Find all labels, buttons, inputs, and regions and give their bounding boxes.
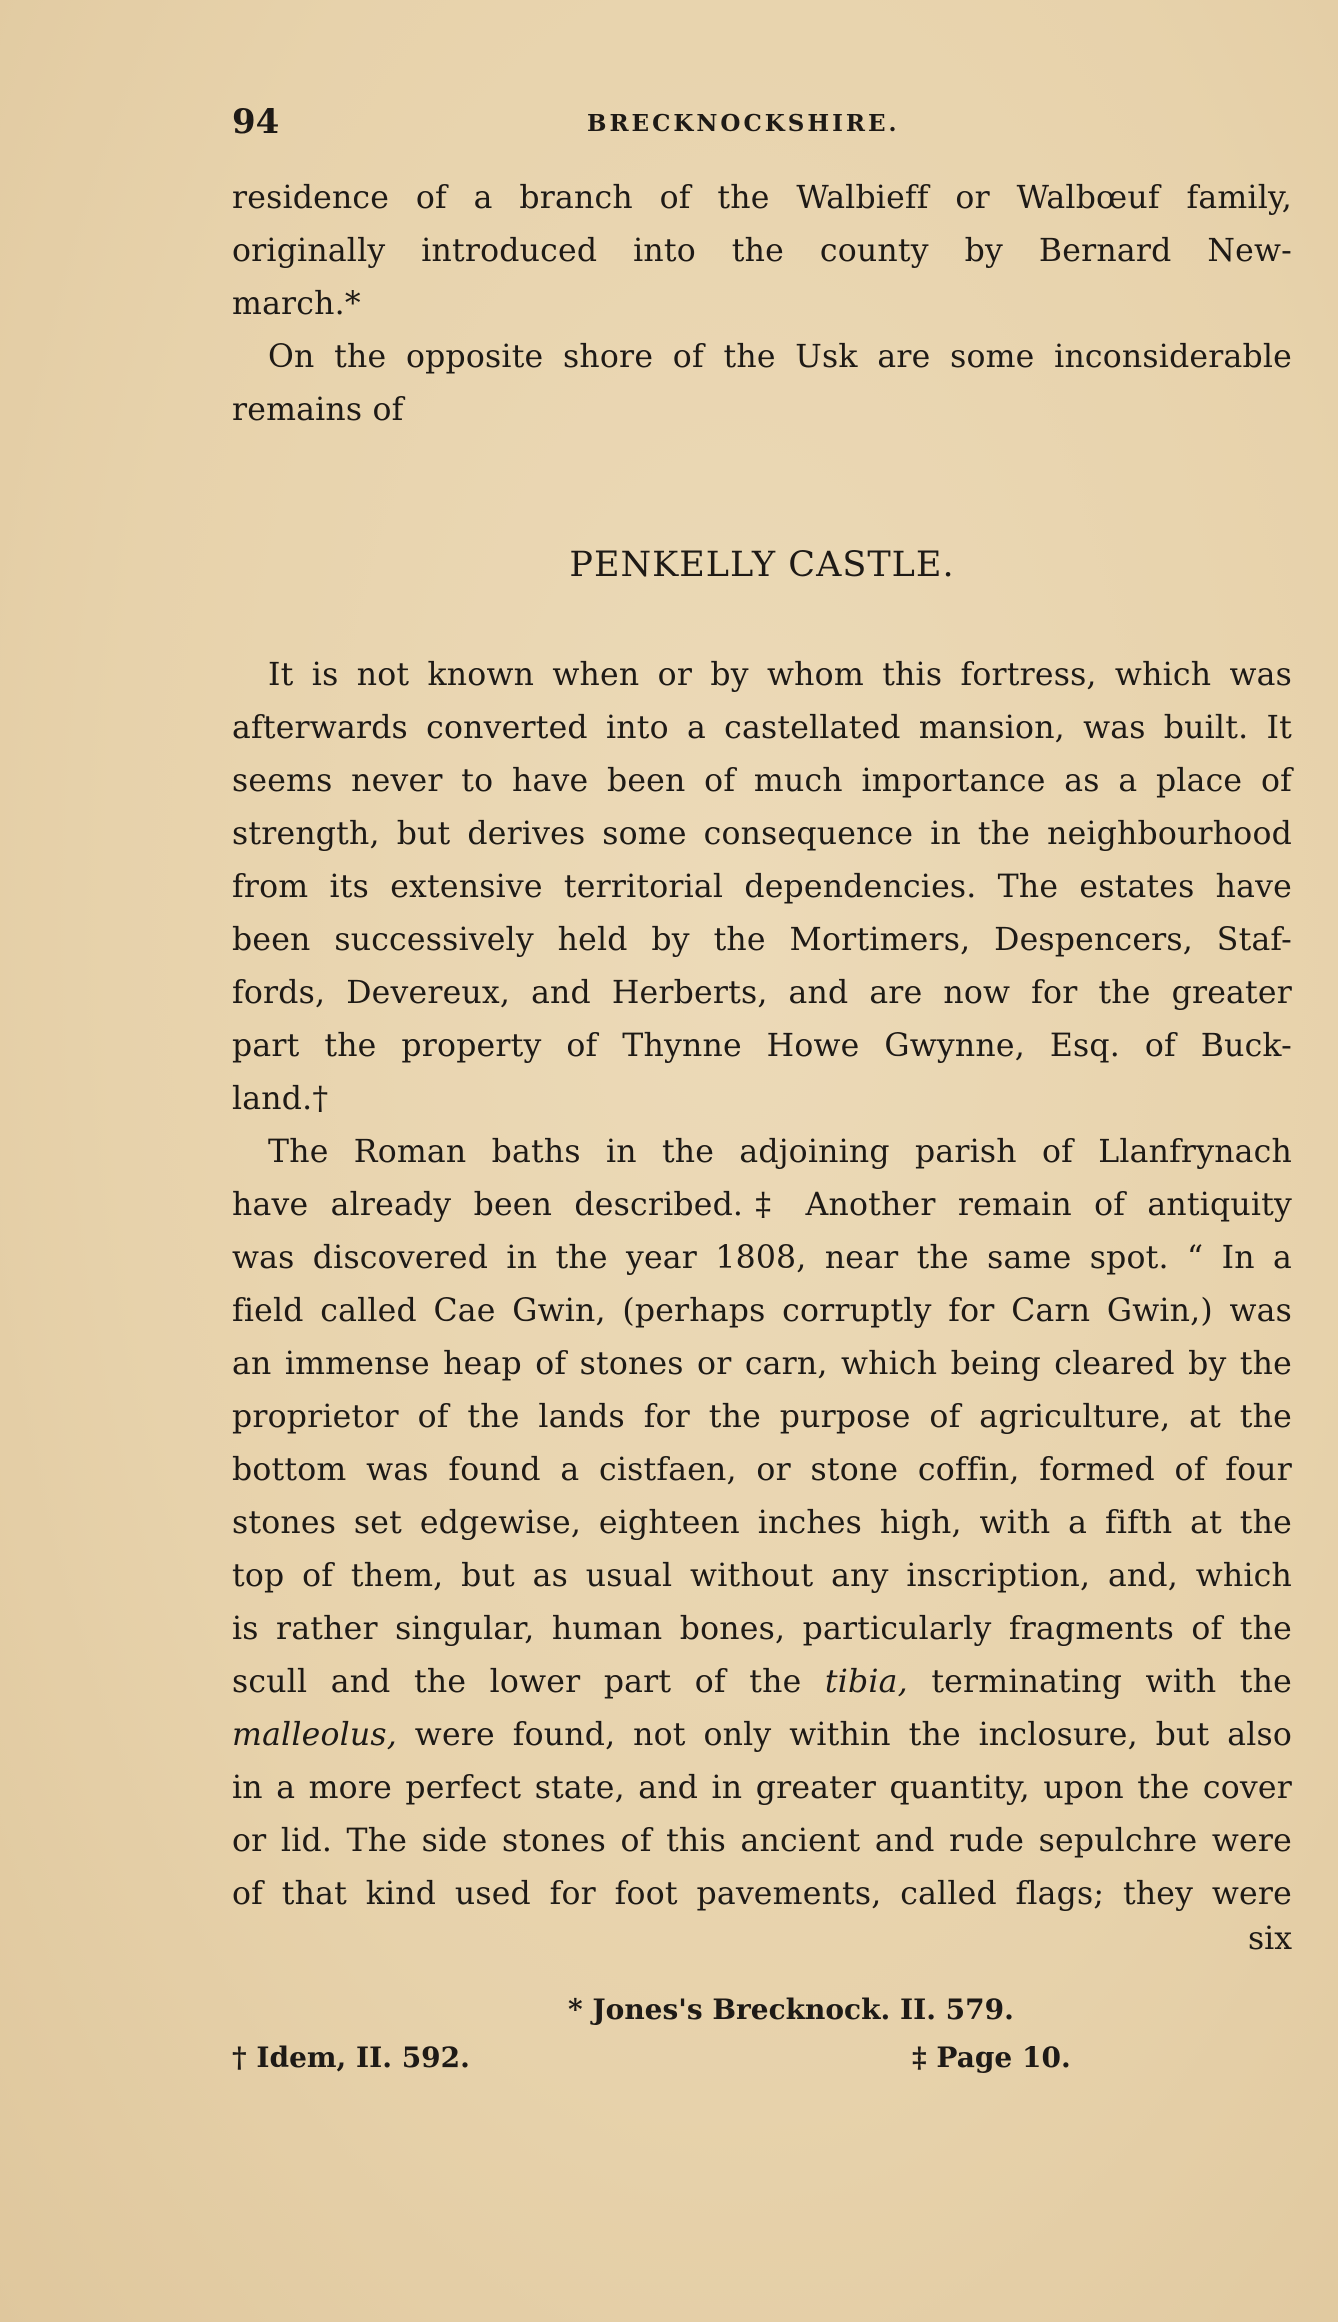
text-line: was discovered in the year 1808, near the same spot. “ In a — [232, 1240, 1292, 1276]
text-line: bottom was found a cistfaen, or stone coffin, formed of four — [232, 1452, 1292, 1488]
footnote-3: ‡ Page 10. — [912, 2041, 1071, 2074]
text-line: It is not known when or by whom this fortress, which was — [268, 657, 1292, 693]
catchword-row — [232, 1921, 1292, 1974]
text-line: originally introduced into the county by Bernard New- — [232, 233, 1292, 269]
text-line: or lid. The side stones of this ancient and rude sepulchre were — [232, 1823, 1292, 1859]
text-line — [232, 1709, 1292, 1762]
text-line: The Roman baths in the adjoining parish of Llanfrynach — [268, 1134, 1292, 1170]
text-line: an immense heap of stones or carn, which being cleared by the — [232, 1346, 1292, 1382]
text-line: have already been described.‡ Another remain of antiquity — [232, 1187, 1292, 1223]
paragraph-walbieff — [232, 172, 1292, 331]
text-line: stones set edgewise, eighteen inches high, with a fifth at the — [232, 1505, 1292, 1541]
page-header — [232, 102, 1292, 152]
text-line: proprietor of the lands for the purpose of agriculture, at the — [232, 1399, 1292, 1435]
text-line: in a more perfect state, and in greater quantity, upon the cover — [232, 1770, 1292, 1806]
text-line: part the property of Thynne Howe Gwynne, Esq. of Buck- — [232, 1028, 1292, 1064]
text-line: march.* — [232, 286, 361, 322]
page-number: 94 — [232, 102, 280, 142]
text-line: residence of a branch of the Walbieff or Walbœuf family, — [232, 180, 1292, 216]
text-line — [232, 1656, 1292, 1709]
section-heading: PENKELLY CASTLE. — [569, 545, 955, 585]
text-line: seems never to have been of much importance as a place of — [232, 763, 1292, 799]
footnote-2: † Idem, II. 592. — [232, 2041, 470, 2074]
text-line: afterwards converted into a castellated mansion, was built. It — [232, 710, 1292, 746]
text-fragment: terminating with the — [931, 1664, 1292, 1700]
text-line: is rather singular, human bones, particularly fragments of the — [232, 1611, 1292, 1647]
text-line: On the opposite shore of the Usk are some inconsiderable — [268, 339, 1292, 375]
text-line: fords, Devereux, and Herberts, and are now for the greater — [232, 975, 1292, 1011]
text-line: been successively held by the Mortimers, Despencers, Staf- — [232, 922, 1292, 958]
text-line: remains of — [232, 392, 404, 428]
footnote-1: * Jones's Brecknock. II. 579. — [568, 1993, 1014, 2026]
italic-term-tibia: tibia, — [824, 1664, 908, 1700]
paragraph-opposite-shore — [232, 331, 1292, 437]
text-line: top of them, but as usual without any inscription, and, which — [232, 1558, 1292, 1594]
catchword: six — [1247, 1921, 1292, 1957]
italic-term-malleolus: malleolus, — [232, 1717, 397, 1753]
text-line: from its extensive territorial dependencies. The estates have — [232, 869, 1292, 905]
text-line: of that kind used for foot pavements, called flags; they were — [232, 1876, 1292, 1912]
text-fragment: scull and the lower part of the — [232, 1664, 802, 1700]
text-line: strength, but derives some consequence in the neighbourhood — [232, 816, 1292, 852]
paragraph-penkelly — [232, 649, 1292, 1126]
paragraph-roman-baths — [232, 1126, 1292, 1921]
running-head: BRECKNOCKSHIRE. — [587, 110, 900, 137]
text-fragment: were found, not only within the inclosure, but also — [414, 1717, 1293, 1753]
text-line: land.† — [232, 1081, 329, 1117]
text-line: field called Cae Gwin, (perhaps corruptly for Carn Gwin,) was — [232, 1293, 1292, 1329]
